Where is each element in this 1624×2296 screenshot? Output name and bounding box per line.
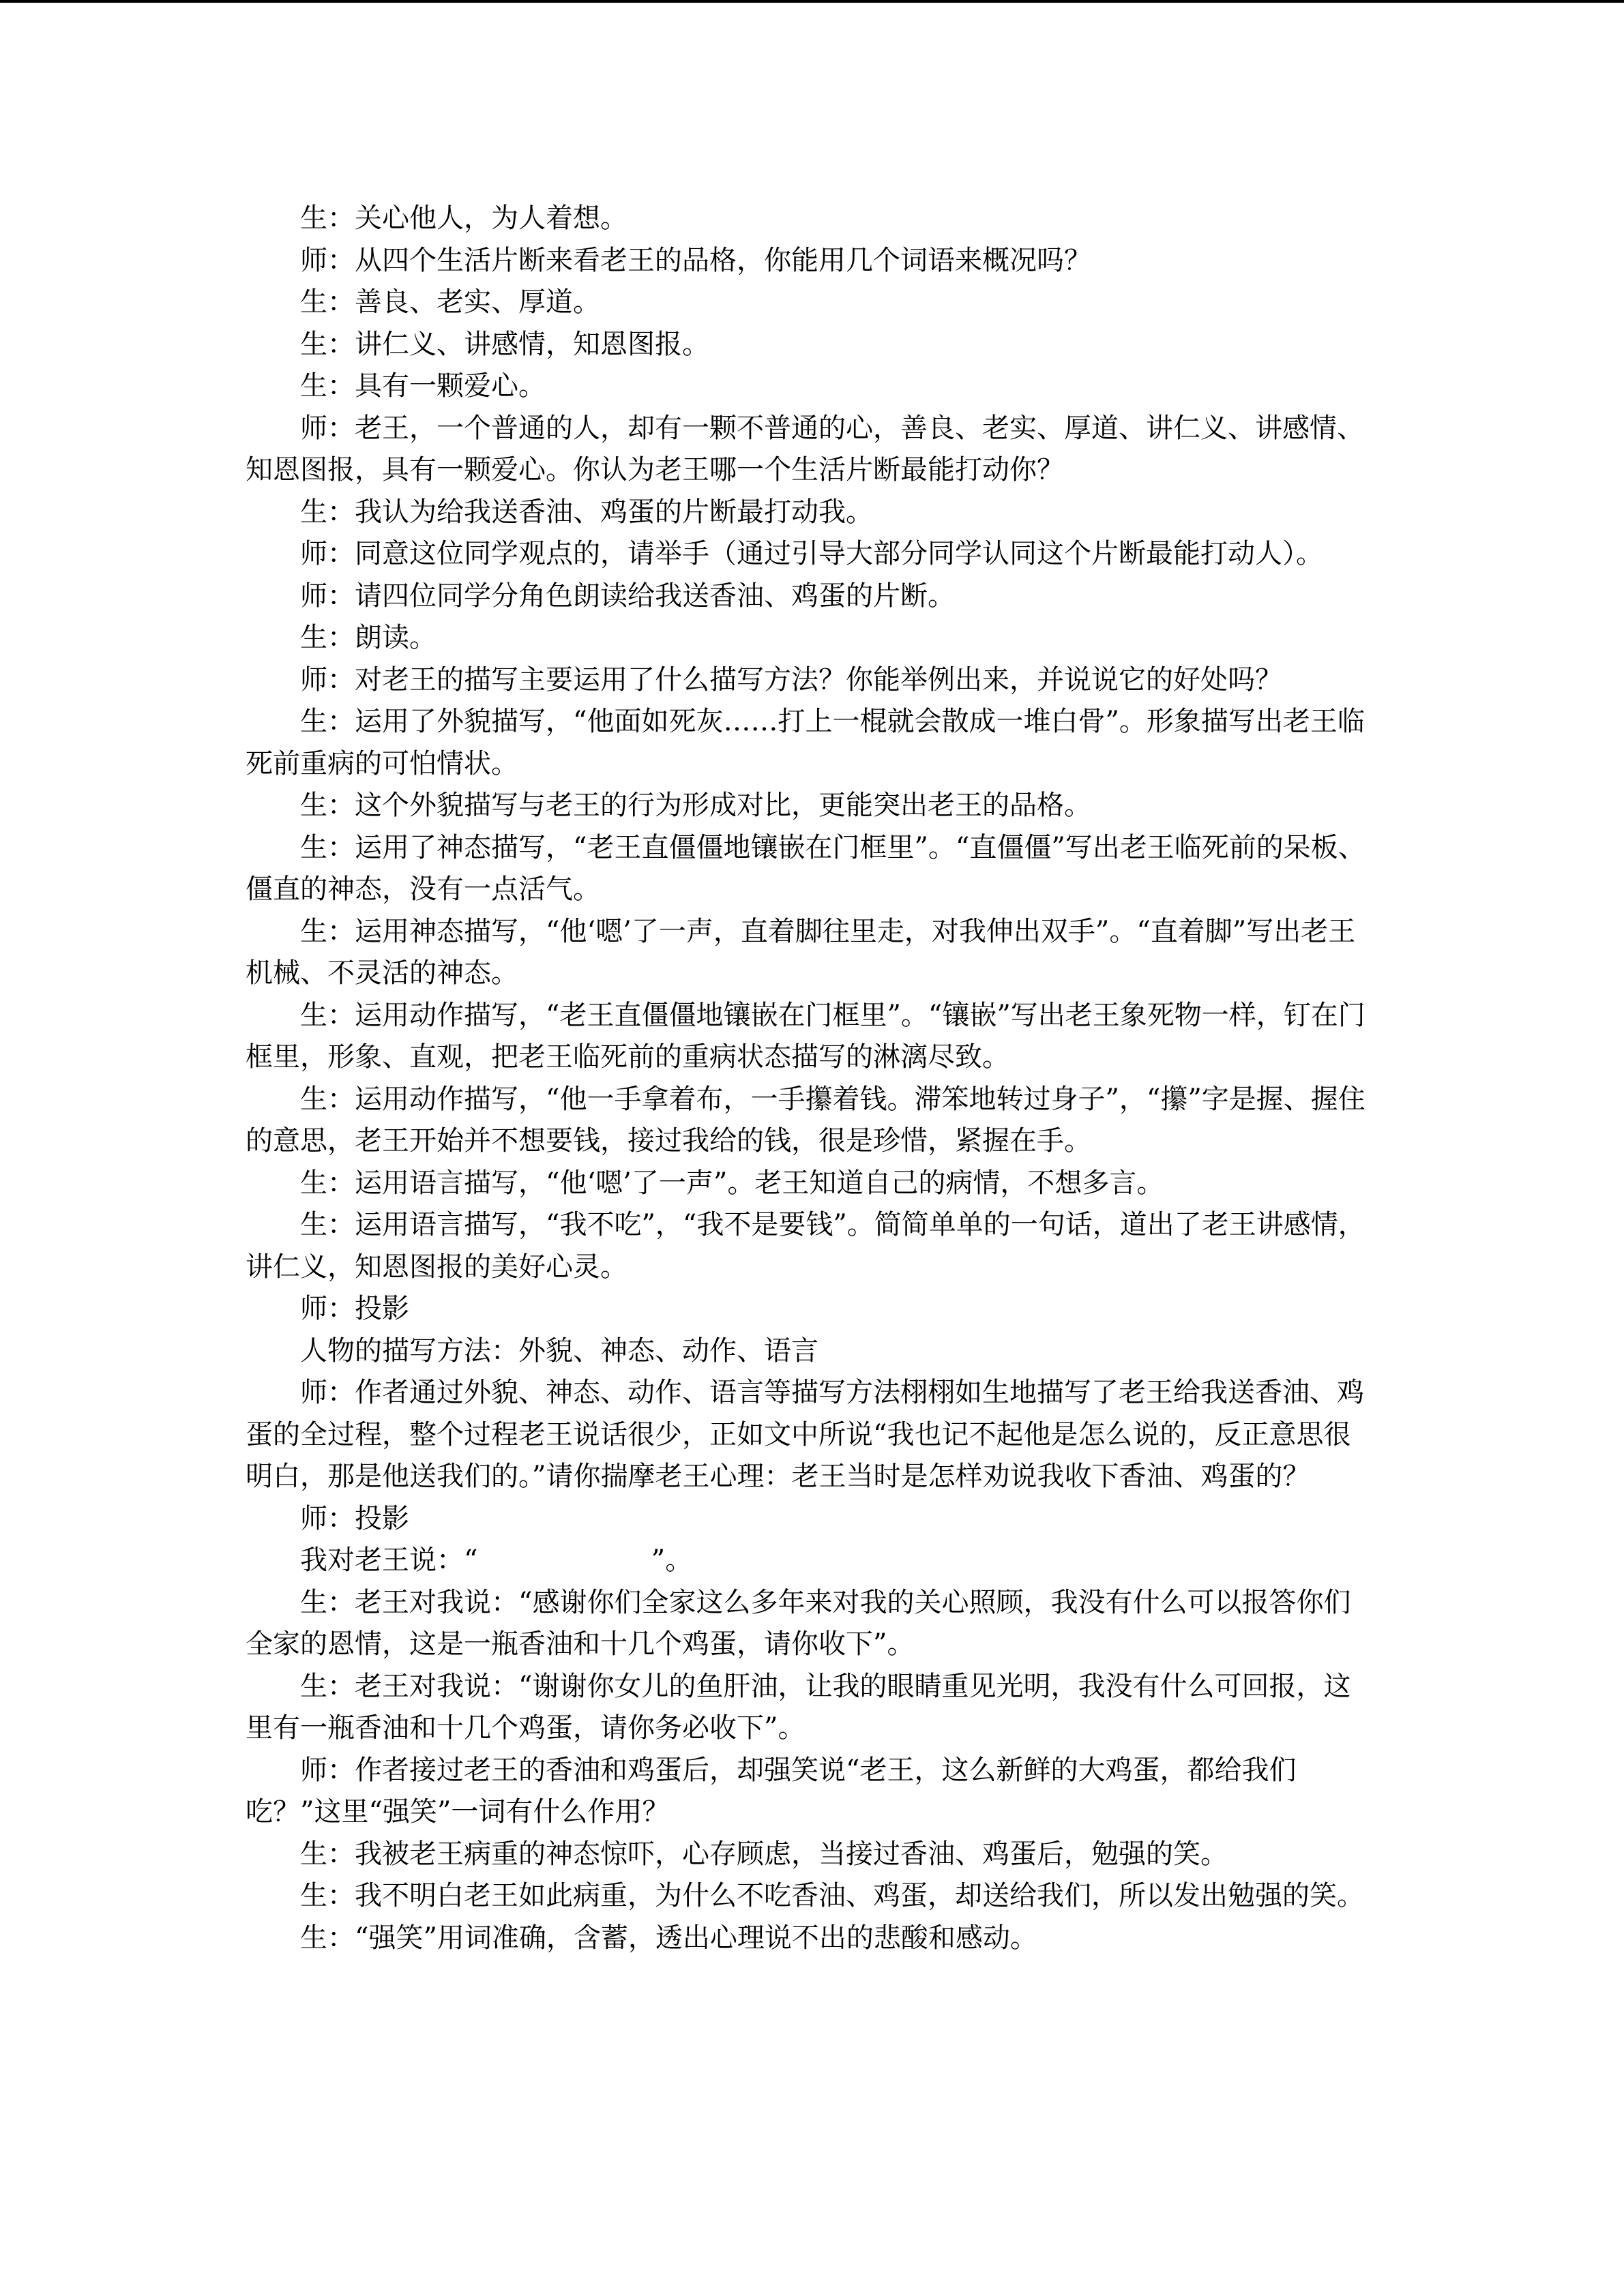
paragraph: 师：投影 <box>300 1293 409 1324</box>
paragraph: 生：运用神态描写，“他‘嗯’了一声，直着脚往里走，对我伸出双手”。“直着脚”写出老王机械、不灵活的神态。 <box>246 915 1356 989</box>
paragraph: 师：作者接过老王的香油和鸡蛋后，却强笑说“老王，这么新鲜的大鸡蛋，都给我们吃？”这里“强笑”一词有什么作用？ <box>246 1754 1297 1828</box>
paragraph: 生：我认为给我送香油、鸡蛋的片断最打动我。 <box>300 496 873 528</box>
paragraph: 生：运用语言描写，“他‘嗯’了一声”。老王知道自己的病情，不想多言。 <box>300 1167 1164 1199</box>
paragraph: 生：善良、老实、厚道。 <box>300 286 600 318</box>
paragraph: 生：我被老王病重的神态惊吓，心存顾虑，当接过香油、鸡蛋后，勉强的笑。 <box>300 1838 1228 1870</box>
paragraph: 师：作者通过外貌、神态、动作、语言等描写方法栩栩如生地描写了老王给我送香油、鸡蛋的全过程，整个过程老王说话很少，正如文中所说“我也记不起他是怎么说的，反正意思很明白，那是他送我们的。”请你揣摩老王心理：老王当时是怎样劝说我收下香油、鸡蛋的？ <box>246 1377 1364 1492</box>
paragraph: 生：讲仁义、讲感情，知恩图报。 <box>300 328 709 360</box>
paragraph: 生：运用动作描写，“他一手拿着布，一手攥着钱。滞笨地转过身子”，“攥”字是握、握住的意思，老王开始并不想要钱，接过我给的钱，很是珍惜，紧握在手。 <box>246 1083 1365 1157</box>
paragraph: 师：同意这位同学观点的，请举手（通过引导大部分同学认同这个片断最能打动人）。 <box>300 538 1323 569</box>
paragraph: 生：运用了神态描写，“老王直僵僵地镶嵌在门框里”。“直僵僵”写出老王临死前的呆板、僵直的神态，没有一点活气。 <box>246 831 1365 905</box>
paragraph: 人物的描写方法：外貌、神态、动作、语言 <box>300 1335 818 1367</box>
paragraph: 生：“强笑”用词准确，含蓄，透出心理说不出的悲酸和感动。 <box>300 1922 1037 1954</box>
paragraph: 师：请四位同学分角色朗读给我送香油、鸡蛋的片断。 <box>300 580 955 612</box>
paragraph: 师：对老王的描写主要运用了什么描写方法？你能举例出来，并说说它的好处吗？ <box>300 664 1282 696</box>
paragraph: 生：运用动作描写，“老王直僵僵地镶嵌在门框里”。“镶嵌”写出老王象死物一样，钉在门框里，形象、直观，把老王临死前的重病状态描写的淋漓尽致。 <box>246 999 1365 1073</box>
paragraph: 我对老王说：“ ”。 <box>300 1545 693 1576</box>
paragraph: 生：我不明白老王如此病重，为什么不吃香油、鸡蛋，却送给我们，所以发出勉强的笑。 <box>300 1880 1364 1911</box>
paragraph: 生：运用语言描写，“我不吃”，“我不是要钱”。简简单单的一句话，道出了老王讲感情，讲仁义，知恩图报的美好心灵。 <box>246 1209 1365 1283</box>
paragraph: 生：朗读。 <box>300 622 437 653</box>
paragraph: 生：老王对我说：“感谢你们全家这么多年来对我的关心照顾，我没有什么可以报答你们全家的恩情，这是一瓶香油和十几个鸡蛋，请你收下”。 <box>246 1586 1351 1660</box>
paragraph: 生：运用了外貌描写，“他面如死灰……打上一棍就会散成一堆白骨”。形象描写出老王临死前重病的可怕情状。 <box>246 706 1365 779</box>
paragraph: 生：老王对我说：“谢谢你女儿的鱼肝油，让我的眼睛重见光明，我没有什么可回报，这里有一瓶香油和十几个鸡蛋，请你务必收下”。 <box>246 1670 1351 1744</box>
paragraph: 生：关心他人，为人着想。 <box>300 203 628 234</box>
paragraph: 生：具有一颗爱心。 <box>300 370 546 402</box>
page-top-rule <box>0 0 1624 3</box>
paragraph: 师：老王，一个普通的人，却有一颗不普通的心，善良、老实、厚道、讲仁义、讲感情、知恩图报，具有一颗爱心。你认为老王哪一个生活片断最能打动你？ <box>246 412 1364 486</box>
paragraph: 师：从四个生活片断来看老王的品格，你能用几个词语来概况吗？ <box>300 244 1091 276</box>
paragraph: 师：投影 <box>300 1502 409 1534</box>
document-body <box>246 198 1378 1959</box>
paragraph: 生：这个外貌描写与老王的行为形成对比，更能突出老王的品格。 <box>300 790 1091 821</box>
